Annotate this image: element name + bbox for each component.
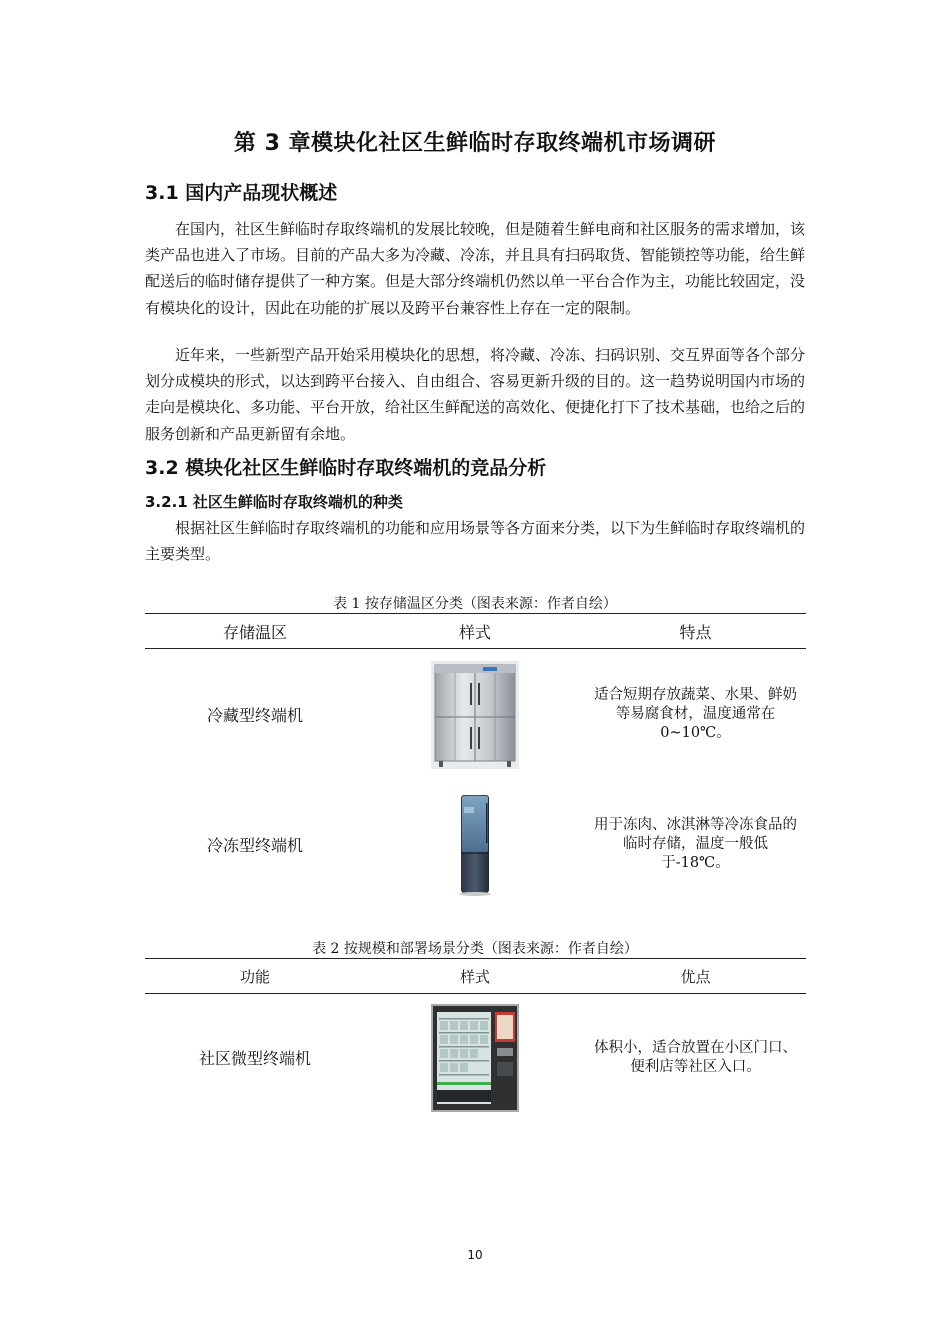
chapter-title: 第 3 章模块化社区生鲜临时存取终端机市场调研 <box>233 131 717 156</box>
paragraph-3-1-a: 在国内，社区生鲜临时存取终端机的发展比较晚，但是随着生鲜电商和社区服务的需求增加，该类产品也进入了市场。目前的产品大多为冷藏、冷冻，并且具有扫码取货、智能锁控等功能，给生鲜配送后的临时储存提供了一种方案。但是大部分终端机仍然以单一平台合作为主，功能比较固定，没有模块化的设计，因此在功能的扩展以及跨平台兼容性上存在一定的限制。 <box>145 220 806 317</box>
feature-text: 用于冻肉、冰淇淋等冷冻食品的临时存储，温度一般低于-18℃。 <box>594 817 797 871</box>
paragraph-3-2-1: 根据社区生鲜临时存取终端机的功能和应用场景等各方面来分类，以下为生鲜临时存取终端机的主要类型。 <box>145 519 806 564</box>
table-cell-type: 社区微型终端机 <box>198 1049 311 1069</box>
table-cell-type: 冷冻型终端机 <box>206 836 303 855</box>
table-header-row <box>145 959 806 994</box>
section-heading-3-2: 3.2 模块化社区生鲜临时存取终端机的竞品分析 <box>145 457 547 479</box>
double-door-refrigerator-image <box>431 661 519 769</box>
feature-text: 适合短期存放蔬菜、水果、鲜奶等易腐食材，温度通常在 0~10℃。 <box>594 687 797 742</box>
feature-text: 体积小，适合放置在小区门口、便利店等社区入口。 <box>594 1039 797 1075</box>
tall-freezer-image <box>455 793 495 897</box>
table2-caption: 表 2 按规模和部署场景分类（图表来源：作者自绘） <box>312 941 638 957</box>
subsection-heading-3-2-1: 3.2.1 社区生鲜临时存取终端机的种类 <box>145 493 403 511</box>
table-cell-image <box>365 781 585 909</box>
table-header-cell: 优点 <box>585 959 806 994</box>
table-cell-feature <box>585 994 806 1122</box>
table-row <box>145 781 806 909</box>
table-header-cell: 功能 <box>145 959 365 994</box>
table-cell-feature <box>585 649 806 781</box>
table-header-row <box>145 614 806 649</box>
table-header-cell: 样式 <box>365 614 585 649</box>
table-cell-type: 冷藏型终端机 <box>206 706 303 726</box>
table-cell-image <box>365 649 585 781</box>
table-storage-temperature <box>145 613 806 909</box>
table-header-cell: 样式 <box>365 959 585 994</box>
table-cell-feature <box>585 781 806 909</box>
table-row <box>145 649 806 781</box>
table-header-cell: 存储温区 <box>145 614 365 649</box>
page-number: 10 <box>467 1248 483 1262</box>
table-row <box>145 994 806 1122</box>
table1-caption: 表 1 按存储温区分类（图表来源：作者自绘） <box>333 596 617 612</box>
table-cell-image <box>365 994 585 1122</box>
table-header-cell: 特点 <box>585 614 806 649</box>
table-deployment-scale <box>145 958 806 1122</box>
paragraph-3-1-b: 近年来，一些新型产品开始采用模块化的思想，将冷藏、冷冻、扫码识别、交互界面等各个部分划分成模块的形式，以达到跨平台接入、自由组合、容易更新升级的目的。这一趋势说明国内市场的走向是模块化、多功能、平台开放，给社区生鲜配送的高效化、便捷化打下了技术基础，也给之后的服务创新和产品更新留有余地。 <box>145 346 806 443</box>
section-heading-3-1: 3.1 国内产品现状概述 <box>145 182 338 204</box>
vending-terminal-image <box>431 1004 519 1112</box>
